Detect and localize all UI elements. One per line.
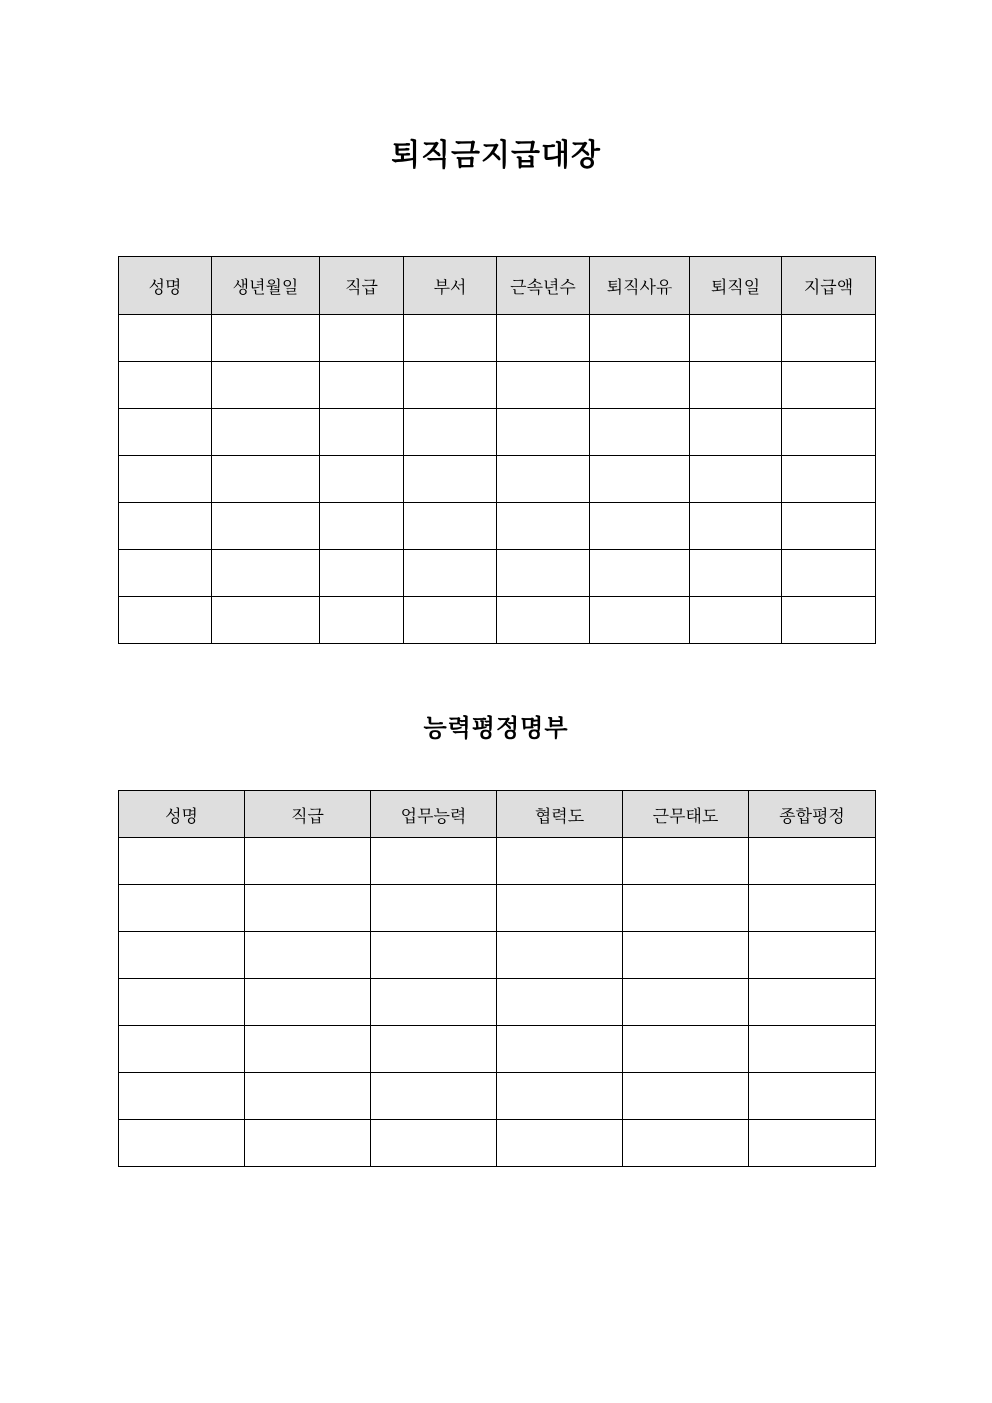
table-cell[interactable] (782, 597, 876, 644)
table-cell[interactable] (497, 932, 623, 979)
table-cell[interactable] (690, 597, 782, 644)
table-cell[interactable] (245, 979, 371, 1026)
table-cell[interactable] (212, 503, 320, 550)
table-cell[interactable] (119, 885, 245, 932)
header-cell-cooperation: 협력도 (497, 791, 623, 838)
table-cell[interactable] (782, 456, 876, 503)
table-cell[interactable] (690, 362, 782, 409)
table-cell[interactable] (749, 932, 876, 979)
table-cell[interactable] (497, 597, 590, 644)
table-cell[interactable] (497, 979, 623, 1026)
table-cell[interactable] (782, 362, 876, 409)
table-row (119, 362, 876, 409)
table-cell[interactable] (320, 597, 404, 644)
table-cell[interactable] (782, 550, 876, 597)
document-title: 퇴직금지급대장 (391, 138, 601, 173)
table-cell[interactable] (245, 1026, 371, 1073)
table-cell[interactable] (212, 362, 320, 409)
table-row (119, 503, 876, 550)
table-cell[interactable] (212, 597, 320, 644)
table-row (119, 597, 876, 644)
table-cell[interactable] (623, 1073, 749, 1120)
table-cell[interactable] (782, 503, 876, 550)
table-cell[interactable] (119, 1073, 245, 1120)
table-cell[interactable] (623, 838, 749, 885)
table-cell[interactable] (782, 315, 876, 362)
header-cell-work-attitude: 근무태도 (623, 791, 749, 838)
table-cell[interactable] (497, 409, 590, 456)
table-cell[interactable] (371, 1026, 497, 1073)
table-cell[interactable] (497, 503, 590, 550)
table-cell[interactable] (371, 885, 497, 932)
table-row (119, 1026, 876, 1073)
table-cell[interactable] (119, 1120, 245, 1167)
table-header-row (119, 791, 876, 838)
table-cell[interactable] (590, 456, 690, 503)
table-row (119, 838, 876, 885)
table-row (119, 315, 876, 362)
table-cell[interactable] (119, 409, 212, 456)
table-cell[interactable] (749, 838, 876, 885)
table-cell[interactable] (320, 456, 404, 503)
table-cell[interactable] (782, 409, 876, 456)
table-cell[interactable] (590, 503, 690, 550)
table-cell[interactable] (749, 979, 876, 1026)
table-cell[interactable] (212, 550, 320, 597)
header-cell-name: 성명 (119, 257, 212, 315)
header-cell-work-ability: 업무능력 (371, 791, 497, 838)
section-title: 능력평정명부 (423, 714, 569, 742)
table-cell[interactable] (497, 362, 590, 409)
evaluation-table (118, 790, 876, 1167)
header-cell-years-of-service: 근속년수 (497, 257, 590, 315)
table-cell[interactable] (590, 597, 690, 644)
table-cell[interactable] (371, 932, 497, 979)
table-cell[interactable] (119, 979, 245, 1026)
table-cell[interactable] (404, 550, 497, 597)
table-cell[interactable] (119, 597, 212, 644)
header-cell-name: 성명 (119, 791, 245, 838)
table-row (119, 409, 876, 456)
table-cell[interactable] (245, 1120, 371, 1167)
table-row (119, 550, 876, 597)
table-cell[interactable] (497, 838, 623, 885)
table-cell[interactable] (212, 409, 320, 456)
table-cell[interactable] (119, 503, 212, 550)
table-cell[interactable] (320, 362, 404, 409)
table-cell[interactable] (623, 1120, 749, 1167)
table-cell[interactable] (119, 550, 212, 597)
table-cell[interactable] (623, 885, 749, 932)
header-cell-retirement-date: 퇴직일 (690, 257, 782, 315)
retirement-pay-table (118, 256, 876, 644)
table-cell[interactable] (404, 362, 497, 409)
table-cell[interactable] (320, 315, 404, 362)
table-cell[interactable] (497, 456, 590, 503)
table-cell[interactable] (690, 315, 782, 362)
table-cell[interactable] (690, 503, 782, 550)
header-cell-rank: 직급 (320, 257, 404, 315)
table-row (119, 1120, 876, 1167)
table-cell[interactable] (497, 315, 590, 362)
header-cell-rank: 직급 (245, 791, 371, 838)
table-row (119, 1073, 876, 1120)
table-cell[interactable] (497, 1120, 623, 1167)
table-cell[interactable] (119, 932, 245, 979)
table-cell[interactable] (590, 362, 690, 409)
table-cell[interactable] (212, 456, 320, 503)
table-cell[interactable] (371, 979, 497, 1026)
table-cell[interactable] (119, 362, 212, 409)
table-header-row (119, 257, 876, 315)
table-cell[interactable] (497, 550, 590, 597)
table-cell[interactable] (497, 1073, 623, 1120)
header-cell-overall-rating: 종합평정 (749, 791, 876, 838)
table-cell[interactable] (623, 1026, 749, 1073)
table-cell[interactable] (320, 409, 404, 456)
table-cell[interactable] (690, 409, 782, 456)
table-cell[interactable] (245, 932, 371, 979)
table-cell[interactable] (749, 885, 876, 932)
table-cell[interactable] (245, 885, 371, 932)
table-cell[interactable] (404, 597, 497, 644)
table-cell[interactable] (590, 550, 690, 597)
table-cell[interactable] (245, 838, 371, 885)
table-cell[interactable] (371, 1073, 497, 1120)
table-cell[interactable] (245, 1073, 371, 1120)
header-cell-payment-amount: 지급액 (782, 257, 876, 315)
table-cell[interactable] (119, 838, 245, 885)
table-row (119, 932, 876, 979)
table-row (119, 456, 876, 503)
table-cell[interactable] (119, 456, 212, 503)
header-cell-retirement-reason: 퇴직사유 (590, 257, 690, 315)
table-cell[interactable] (690, 456, 782, 503)
table-cell[interactable] (119, 315, 212, 362)
table-cell[interactable] (497, 885, 623, 932)
table-cell[interactable] (749, 1026, 876, 1073)
header-cell-department: 부서 (404, 257, 497, 315)
table-cell[interactable] (404, 409, 497, 456)
table-cell[interactable] (749, 1120, 876, 1167)
table-cell[interactable] (371, 838, 497, 885)
table-cell[interactable] (690, 550, 782, 597)
table-cell[interactable] (590, 409, 690, 456)
table-row (119, 979, 876, 1026)
table-cell[interactable] (320, 550, 404, 597)
table-cell[interactable] (623, 932, 749, 979)
table-cell[interactable] (320, 503, 404, 550)
table-row (119, 885, 876, 932)
table-cell[interactable] (119, 1026, 245, 1073)
table-cell[interactable] (371, 1120, 497, 1167)
header-cell-birthdate: 생년월일 (212, 257, 320, 315)
table-cell[interactable] (404, 315, 497, 362)
table-cell[interactable] (749, 1073, 876, 1120)
table-cell[interactable] (623, 979, 749, 1026)
table-cell[interactable] (404, 456, 497, 503)
table-cell[interactable] (212, 315, 320, 362)
table-cell[interactable] (497, 1026, 623, 1073)
table-cell[interactable] (590, 315, 690, 362)
table-cell[interactable] (404, 503, 497, 550)
